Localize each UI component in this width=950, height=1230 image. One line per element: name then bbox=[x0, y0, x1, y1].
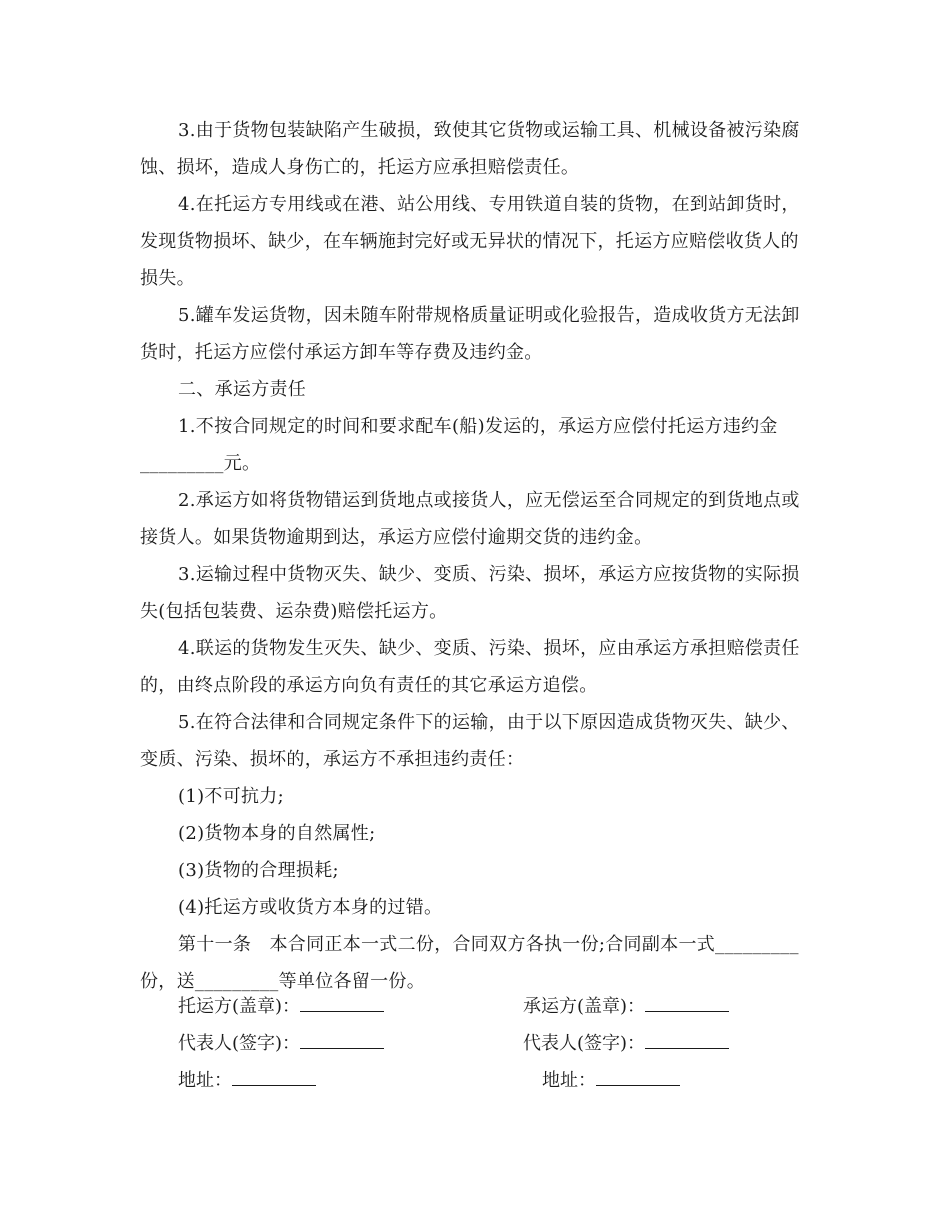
list-item: (1)不可抗力; bbox=[178, 786, 284, 807]
article-eleven: 第十一条 本合同正本一式二份，合同双方各执一份;合同副本一式_________份，送_________等单位各留一份。 bbox=[140, 934, 799, 992]
shipper-seal-blank[interactable] bbox=[300, 989, 384, 1012]
shipper-seal-label: 托运方(盖章)： bbox=[178, 996, 301, 1017]
carrier-seal-blank[interactable] bbox=[645, 989, 729, 1012]
shipper-representative bbox=[178, 1025, 384, 1062]
list-item: (4)托运方或收货方本身的过错。 bbox=[178, 897, 443, 918]
carrier-seal bbox=[523, 988, 729, 1025]
clause-paragraph: 2.承运方如将货物错运到货地点或接货人，应无偿运至合同规定的到货地点或接货人。如果货物逾期到达，承运方应偿付逾期交货的违约金。 bbox=[140, 490, 800, 548]
carrier-addr-blank[interactable] bbox=[596, 1063, 680, 1086]
clause-paragraph: 5.罐车发运货物，因未随车附带规格质量证明或化验报告，造成收货方无法卸货时，托运方应偿付承运方卸车等存费及违约金。 bbox=[140, 305, 800, 363]
carrier-addr-label: 地址： bbox=[542, 1070, 596, 1091]
section-heading: 二、承运方责任 bbox=[178, 379, 307, 400]
carrier-rep-blank[interactable] bbox=[645, 1026, 729, 1049]
clause-paragraph: 3.由于货物包装缺陷产生破损，致使其它货物或运输工具、机械设备被污染腐蚀、损坏，造成人身伤亡的，托运方应承担赔偿责任。 bbox=[140, 120, 800, 178]
shipper-addr-blank[interactable] bbox=[232, 1063, 316, 1086]
shipper-address bbox=[178, 1062, 316, 1099]
carrier-seal-label: 承运方(盖章)： bbox=[523, 996, 646, 1017]
shipper-seal bbox=[178, 988, 384, 1025]
shipper-rep-label: 代表人(签字)： bbox=[178, 1033, 301, 1054]
signature-row-address bbox=[178, 1062, 778, 1099]
shipper-rep-blank[interactable] bbox=[300, 1026, 384, 1049]
clause-paragraph: 1.不按合同规定的时间和要求配车(船)发运的，承运方应偿付托运方违约金_________元。 bbox=[140, 416, 778, 474]
carrier-address bbox=[542, 1062, 680, 1099]
shipper-addr-label: 地址： bbox=[178, 1070, 232, 1091]
clause-paragraph: 4.联运的货物发生灭失、缺少、变质、污染、损坏，应由承运方承担赔偿责任的，由终点阶段的承运方向负有责任的其它承运方追偿。 bbox=[140, 638, 800, 696]
clause-paragraph: 5.在符合法律和合同规定条件下的运输，由于以下原因造成货物灭失、缺少、变质、污染、损坏的，承运方不承担违约责任： bbox=[140, 712, 800, 770]
carrier-representative bbox=[523, 1025, 729, 1062]
clause-paragraph: 4.在托运方专用线或在港、站公用线、专用铁道自装的货物，在到站卸货时，发现货物损坏、缺少，在车辆施封完好或无异状的情况下，托运方应赔偿收货人的损失。 bbox=[140, 194, 800, 289]
list-item: (2)货物本身的自然属性; bbox=[178, 823, 376, 844]
signature-block bbox=[178, 988, 778, 1099]
carrier-rep-label: 代表人(签字)： bbox=[523, 1033, 646, 1054]
document-body bbox=[140, 112, 810, 1000]
signature-row-representative bbox=[178, 1025, 778, 1062]
list-item: (3)货物的合理损耗; bbox=[178, 860, 339, 881]
signature-row-seal bbox=[178, 988, 778, 1025]
clause-paragraph: 3.运输过程中货物灭失、缺少、变质、污染、损坏，承运方应按货物的实际损失(包括包装费、运杂费)赔偿托运方。 bbox=[140, 564, 800, 622]
